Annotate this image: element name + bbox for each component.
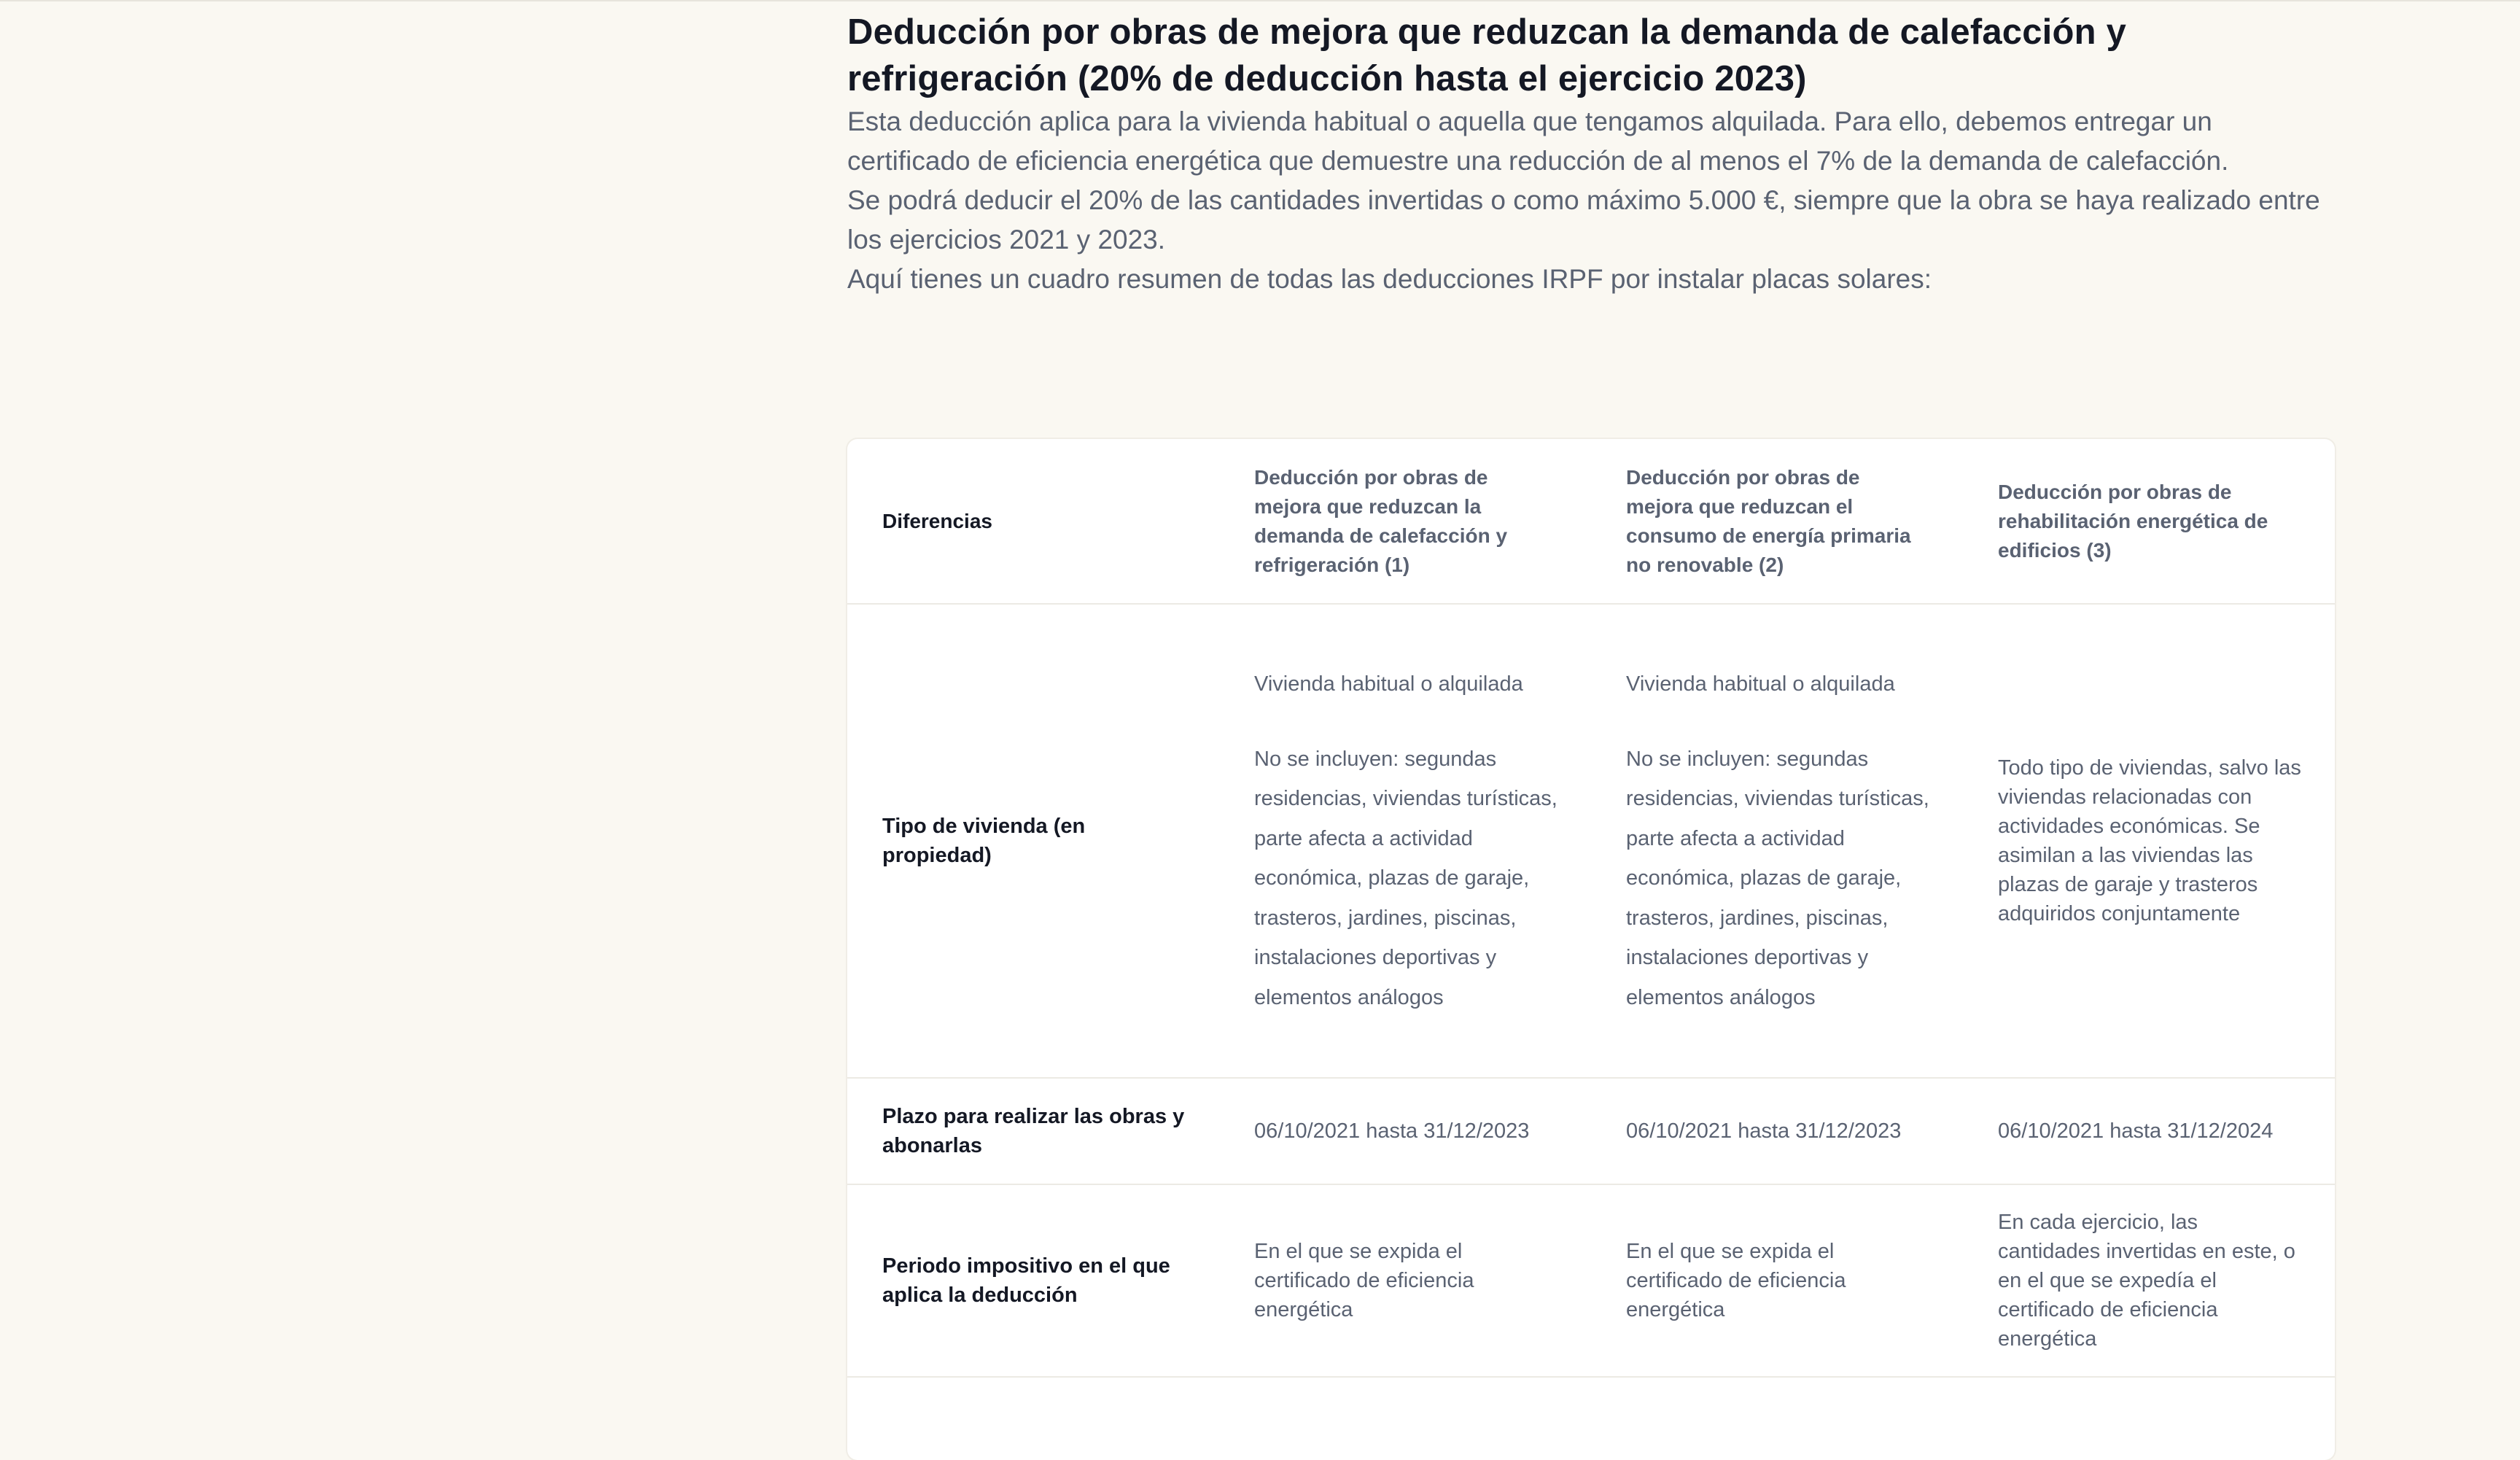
article-content: [847, 0, 2335, 299]
row-label-tax-period: Periodo impositivo en el que aplica la deducción: [847, 1184, 1219, 1377]
header-deduction-1: Deducción por obras de mejora que reduzcan la demanda de calefacción y refrigeración (1): [1219, 439, 1591, 604]
cell-housing-type-1: [1219, 604, 1591, 1078]
row-label-deadline: Plazo para realizar las obras y abonarlas: [847, 1078, 1219, 1184]
cell-tax-period-1: En el que se expida el certificado de eficiencia energética: [1219, 1184, 1591, 1377]
table-header-row: [847, 439, 2335, 604]
paragraph-amount: Se podrá deducir el 20% de las cantidades invertidas o como máximo 5.000 €, siempre que la obra se haya realizado entre los ejercicios 2021 y 2023.: [847, 185, 2320, 255]
deductions-summary-table: [847, 439, 2335, 1460]
cell-text: Vivienda habitual o alquilada: [1254, 672, 1523, 696]
cell-housing-type-2: [1591, 604, 1963, 1078]
header-deduction-3: Deducción por obras de rehabilitación energética de edificios (3): [1963, 439, 2335, 604]
cell-tax-period-2: En el que se expida el certificado de eficiencia energética: [1591, 1184, 1963, 1377]
section-heading: Deducción por obras de mejora que reduzcan la demanda de calefacción y refrigeración (20% de deducción hasta el ejercicio 2023): [847, 12, 2127, 98]
cell-text: Vivienda habitual o alquilada: [1626, 672, 1895, 696]
cell-text: No se incluyen: segundas residencias, viviendas turísticas, parte afecta a actividad económica, plazas de garaje, trasteros, jardines, piscinas, instalaciones deportivas y elementos análogos: [1626, 747, 1929, 1009]
row-label-housing-type: Tipo de vivienda (en propiedad): [847, 604, 1219, 1078]
paragraph-eligibility: Esta deducción aplica para la vivienda habitual o aquella que tengamos alquilada. Para ello, debemos entregar un certificado de eficiencia energética que demuestre una reducción de al menos el 7% de la demanda de calefacción.: [847, 106, 2229, 176]
paragraph-summary-intro: Aquí tienes un cuadro resumen de todas las deducciones IRPF por instalar placas solares:: [847, 264, 1932, 294]
table-row: [847, 604, 2335, 1078]
header-deduction-2: Deducción por obras de mejora que reduzcan el consumo de energía primaria no renovable (2): [1591, 439, 1963, 604]
cell-deadline-1: 06/10/2021 hasta 31/12/2023: [1219, 1078, 1591, 1184]
cell-deadline-3: 06/10/2021 hasta 31/12/2024: [1963, 1078, 2335, 1184]
cell-text: No se incluyen: segundas residencias, viviendas turísticas, parte afecta a actividad económica, plazas de garaje, trasteros, jardines, piscinas, instalaciones deportivas y elementos análogos: [1254, 747, 1558, 1009]
table-row: [847, 1078, 2335, 1184]
cell-deadline-2: 06/10/2021 hasta 31/12/2023: [1591, 1078, 1963, 1184]
comparison-table: [847, 439, 2335, 1378]
cell-tax-period-3: En cada ejercicio, las cantidades invertidas en este, o en el que se expedía el certificado de eficiencia energética: [1963, 1184, 2335, 1377]
header-differences: Diferencias: [847, 439, 1219, 604]
table-row: [847, 1184, 2335, 1377]
cell-housing-type-3: Todo tipo de viviendas, salvo las viviendas relacionadas con actividades económicas. Se asimilan a las viviendas las plazas de garaje y trasteros adquiridos conjuntamente: [1963, 604, 2335, 1078]
